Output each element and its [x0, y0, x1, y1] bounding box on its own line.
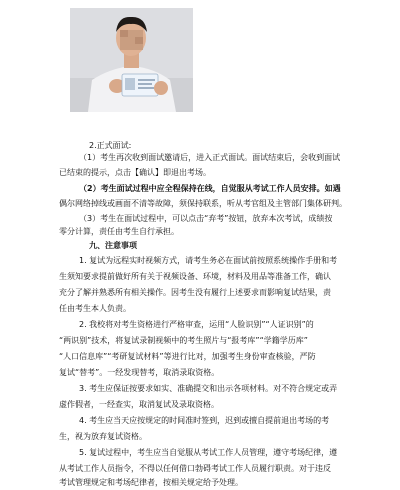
- notice1-line4: 任由考生本人负责。: [59, 304, 131, 313]
- notice1-line1: 1. 复试为远程实时视频方式，请考生务必在面试前按照系统操作手册和考: [79, 256, 338, 265]
- section2-heading: 2.正式面试:: [89, 141, 132, 150]
- notice5-line1: 5. 复试过程中，考生应当自觉服从考试工作人员管理，遵守考场纪律，遵: [79, 448, 338, 457]
- notice5-line3: 考试管理规定和考场纪律者，按相关规定给予处理。: [59, 478, 243, 487]
- notice5-line2: 从考试工作人员指令，不得以任何借口勃碍考试工作人员履行职责。对于违反: [59, 464, 331, 473]
- section2-item1-line1: （1）考生再次收到面试邀请后，进入正式面试。面试结束后，会收到面试: [79, 153, 341, 162]
- candidate-photo-image: [70, 8, 193, 112]
- section2-item1-line2: 已结束的提示，点击【确认】即退出考场。: [59, 168, 211, 177]
- notice3-line2: 虚作假者，一经查实，取消复试及录取资格。: [59, 400, 219, 409]
- section2-item2-line2: 偶尔网络掉线或画面不清等故障，须保持联系，听从考官组及主管部门集体研判。: [59, 199, 347, 208]
- notice4-line1: 4. 考生应当天应按规定的时间准时签到，迟到或擅自提前退出考场的考: [79, 416, 330, 425]
- notice2-line4: 复试“替考”。一经发现替考，取消录取资格。: [59, 368, 220, 377]
- candidate-id-photo: [70, 8, 193, 112]
- notice3-line1: 3. 考生应保证按要求如实、准确提交和出示各项材料。对不符合规定或弄: [79, 384, 338, 393]
- section9-heading: 九、注意事项: [89, 241, 137, 250]
- notice2-line2: “两识别”技术，将复试录制视频中的考生照片与“报考库”“学籍学历库”: [59, 336, 308, 345]
- section2-item3-line1: （3）考生在面试过程中，可以点击“弃考”按钮，放弃本次考试，成绩按: [79, 214, 333, 223]
- notice2-line1: 2. 我校将对考生资格进行严格审查，运用“人脸识别”“人证识别”的: [79, 320, 314, 329]
- section2-item3-line2: 零分计算，责任由考生自行承担。: [59, 227, 179, 236]
- notice1-line2: 生须知要求提前做好所有关于视频设备、环境，材料及用品等准备工作，确认: [59, 272, 331, 281]
- notice4-line2: 生，视为放弃复试资格。: [59, 432, 147, 441]
- notice2-line3: “人口信息库”“考研复试材料”等进行比对，加强考生身份审查核验，严防: [59, 352, 316, 361]
- section2-item2-line1: （2）考生面试过程中应全程保持在线，自觉服从考试工作人员安排。如遇: [79, 184, 341, 193]
- notice1-line3: 充分了解并熟悉所有相关操作。因考生没有履行上述要求而影响复试结果，责: [59, 288, 331, 297]
